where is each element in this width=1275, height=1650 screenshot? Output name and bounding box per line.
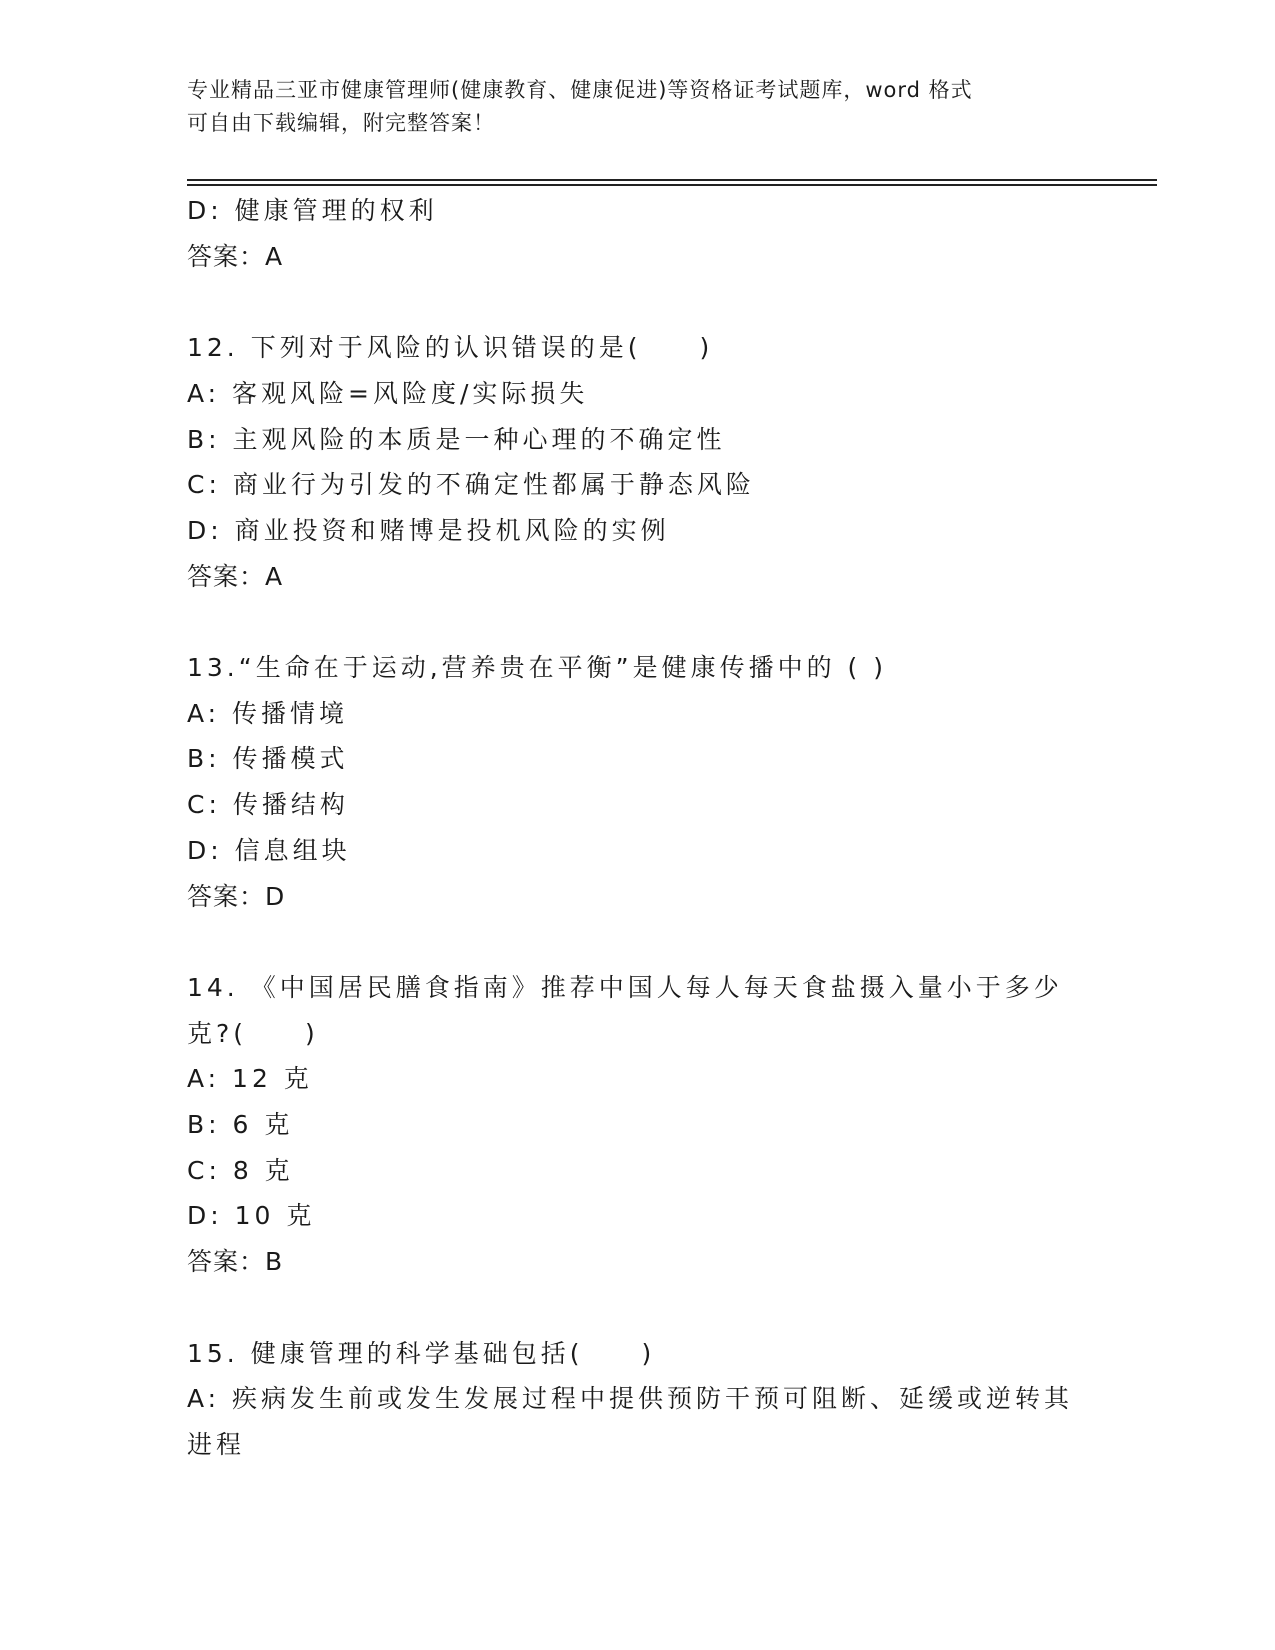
option-a-line-1: A: 疾病发生前或发生发展过程中提供预防干预可阻断、延缓或逆转其 bbox=[187, 1384, 1074, 1414]
question-stem-line-2: 克?( ) bbox=[187, 1018, 319, 1048]
header-divider-top bbox=[187, 179, 1157, 181]
question-12 bbox=[187, 325, 1087, 599]
option-b: B: 主观风险的本质是一种心理的不确定性 bbox=[187, 424, 726, 454]
option-b: B: 6 克 bbox=[187, 1110, 294, 1140]
page-header bbox=[187, 74, 1067, 140]
answer: 答案：A bbox=[187, 561, 284, 591]
question-stem: 15. 健康管理的科学基础包括( ) bbox=[187, 1338, 656, 1368]
spacer bbox=[187, 919, 1087, 965]
option-d: D: 商业投资和赌博是投机风险的实例 bbox=[187, 515, 670, 545]
option-a: A: 12 克 bbox=[187, 1064, 313, 1094]
answer: 答案：D bbox=[187, 881, 286, 911]
spacer bbox=[187, 279, 1087, 325]
question-14 bbox=[187, 965, 1087, 1285]
header-line-2: 可自由下载编辑，附完整答案！ bbox=[187, 111, 495, 135]
option-a: A: 客观风险=风险度/实际损失 bbox=[187, 378, 589, 408]
option-c: C: 8 克 bbox=[187, 1155, 294, 1185]
option-a-line-2: 进程 bbox=[187, 1429, 246, 1459]
question-stem: 13.“生命在于运动,营养贵在平衡”是健康传播中的 ( ) bbox=[187, 653, 888, 682]
option-d: D: 信息组块 bbox=[187, 835, 351, 865]
option-c: C: 传播结构 bbox=[187, 790, 349, 820]
option-c: C: 商业行为引发的不确定性都属于静态风险 bbox=[187, 470, 755, 500]
option-d: D: 10 克 bbox=[187, 1201, 316, 1231]
question-13 bbox=[187, 645, 1087, 919]
spacer bbox=[187, 599, 1087, 645]
answer: 答案：B bbox=[187, 1247, 284, 1277]
spacer bbox=[187, 1285, 1087, 1331]
option-b: B: 传播模式 bbox=[187, 744, 349, 774]
option-a: A: 传播情境 bbox=[187, 698, 349, 728]
question-stem-line-1: 14. 《中国居民膳食指南》推荐中国人每人每天食盐摄入量小于多少 bbox=[187, 972, 1063, 1002]
question-list bbox=[187, 188, 1087, 1468]
header-line-1: 专业精品三亚市健康管理师(健康教育、健康促进)等资格证考试题库，word 格式 bbox=[187, 78, 973, 102]
prev-question-option-d: D: 健康管理的权利 bbox=[187, 196, 438, 225]
prev-question-answer: 答案：A bbox=[187, 241, 284, 271]
header-divider-bottom bbox=[187, 184, 1157, 186]
question-stem: 12. 下列对于风险的认识错误的是( ) bbox=[187, 333, 714, 363]
question-15 bbox=[187, 1331, 1087, 1468]
